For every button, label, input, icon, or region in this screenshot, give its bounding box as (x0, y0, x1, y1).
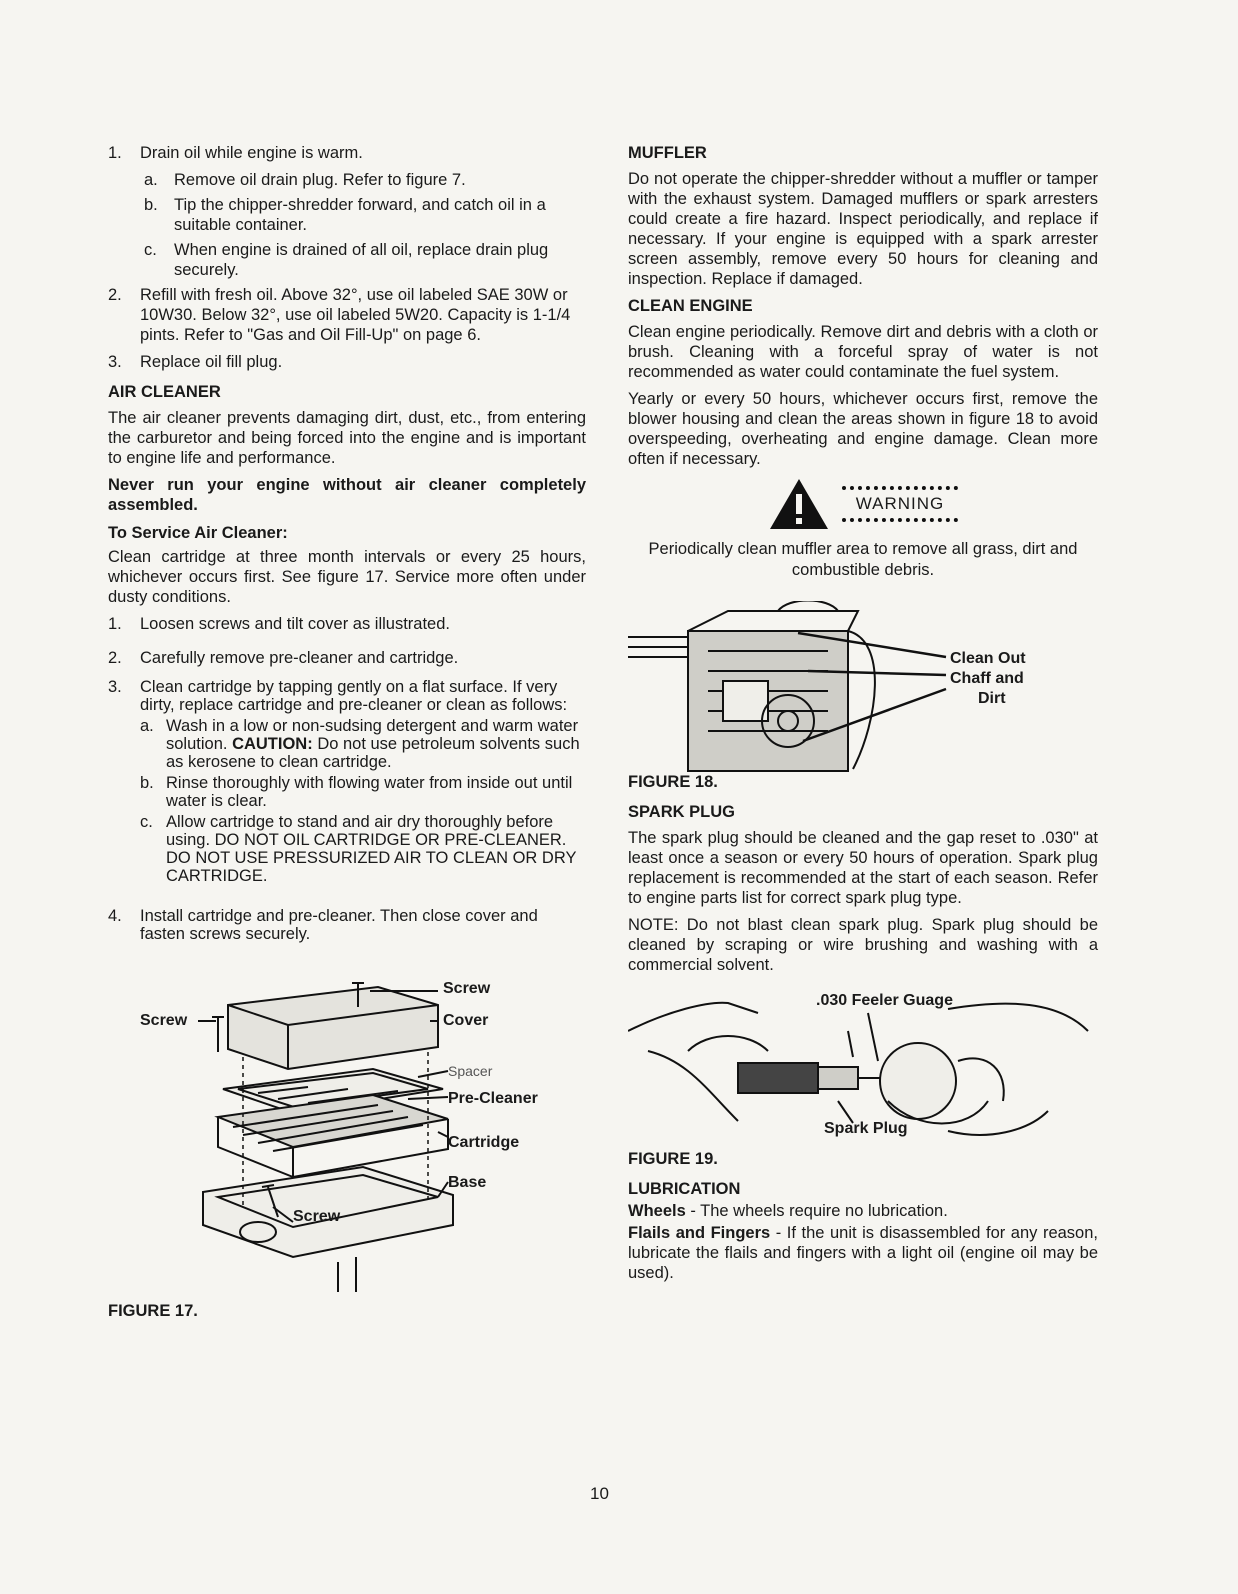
air-step-3a: a. Wash in a low or non-sudsing detergent and warm water solution. CAUTION: Do not use petroleum solvents such as kerosene to clean cartridge. (140, 717, 580, 771)
lubrication-flails: Flails and Fingers - If the unit is disassembled for any reason, lubricate the flails and fingers with a light oil (engine oil may be used). (628, 1224, 1098, 1282)
figure19-label-feeler: .030 Feeler Guage (816, 992, 953, 1009)
figure17-label-cartridge: Cartridge (448, 1134, 520, 1151)
air-cleaner-heading: AIR CLEANER (108, 383, 221, 401)
oil-step-1a: a. Remove oil drain plug. Refer to figure 7. (144, 171, 466, 189)
clean-engine-heading: CLEAN ENGINE (628, 297, 753, 315)
oil-step-3: 3. Replace oil fill plug. (108, 353, 283, 371)
warning-label: WARNING (842, 486, 959, 522)
figure17-label-screw-left: Screw (140, 1012, 188, 1029)
figure18-label-dirt: Dirt (978, 690, 1006, 707)
muffler-text: Do not operate the chipper-shredder without a muffler or tamper with the exhaust system. Damaged mufflers or spark arresters could create a fire hazard. Inspect periodically, and replace if necessary. If your engine is equipped with a spark arrester screen assembly, remove every 50 hours for cleaning and inspection. Replace if damaged. (628, 170, 1098, 288)
right-column (628, 143, 1098, 1290)
warning-text: Periodically clean muffler area to remove all grass, dirt and combustible debris. (648, 540, 1078, 579)
figure18-caption: FIGURE 18. (628, 773, 718, 791)
air-cleaner-intro: The air cleaner prevents damaging dirt, dust, etc., from entering the carburetor and being forced into the engine and is important to engine life and performance. (108, 409, 586, 467)
figure17-label-spacer: Spacer (448, 1063, 493, 1079)
service-air-cleaner-text: Clean cartridge at three month intervals or every 25 hours, whichever occurs first. See figure 17. Service more often under dusty conditions. (108, 548, 586, 606)
oil-step-1: 1. Drain oil while engine is warm. (108, 144, 363, 162)
warning-triangle-icon (768, 477, 830, 531)
service-air-cleaner-heading: To Service Air Cleaner: (108, 524, 288, 542)
figure-18 (628, 601, 1098, 786)
page-number: 10 (590, 1484, 609, 1503)
air-step-3c: c. Allow cartridge to stand and air dry thoroughly before using. DO NOT OIL CARTRIDGE OR PRE-CLEANER. DO NOT USE PRESSURIZED AIR TO CLEAN OR DRY CARTRIDGE. (140, 813, 577, 885)
figure17-caption: FIGURE 17. (108, 1302, 198, 1320)
engine-illustration (628, 601, 958, 786)
figure17-label-pre-cleaner: Pre-Cleaner (448, 1090, 538, 1107)
air-step-4: 4. Install cartridge and pre-cleaner. Then close cover and fasten screws securely. (108, 907, 538, 943)
spark-plug-note: NOTE: Do not blast clean spark plug. Spark plug should be cleaned by scraping or wire brushing and washing with a commercial solvent. (628, 916, 1098, 974)
clean-engine-p2: Yearly or every 50 hours, whichever occurs first, remove the blower housing and clean the areas shown in figure 18 to avoid overspeeding, overheating and engine damage. Clean more often if necessary. (628, 390, 1098, 468)
spark-plug-heading: SPARK PLUG (628, 803, 735, 821)
figure17-label-screw-top: Screw (443, 980, 491, 997)
lubrication-wheels: Wheels - The wheels require no lubrication. (628, 1202, 948, 1220)
oil-step-2: 2. Refill with fresh oil. Above 32°, use oil labeled SAE 30W or 10W30. Below 32°, use oil labeled 5W20. Capacity is 1-1/4 pints. Refer to "Gas and Oil Fill-Up" on page 6. (108, 286, 571, 344)
spark-plug-p1: The spark plug should be cleaned and the gap reset to .030" at least once a season or every 50 hours of operation. Spark plug replacement is recommended at the start of each season. Refer to engine parts list for correct spark plug type. (628, 829, 1098, 907)
figure17-label-screw-bottom: Screw (293, 1208, 341, 1225)
oil-step-1b: b. Tip the chipper-shredder forward, and catch oil in a suitable container. (144, 196, 546, 234)
figure17-label-cover: Cover (443, 1012, 489, 1029)
air-step-3b: b. Rinse thoroughly with flowing water from inside out until water is clear. (140, 774, 573, 810)
figure19-label-spark-plug: Spark Plug (824, 1120, 908, 1137)
warning-block (628, 477, 1098, 581)
left-column (108, 143, 586, 1331)
air-step-2: 2. Carefully remove pre-cleaner and cartridge. (108, 649, 459, 667)
air-cleaner-warning: Never run your engine without air cleaner completely assembled. (108, 476, 586, 514)
figure-17 (108, 977, 586, 1297)
oil-step-1c: c. When engine is drained of all oil, replace drain plug securely. (144, 241, 549, 279)
air-step-3: 3. Clean cartridge by tapping gently on a flat surface. If very dirty, replace cartridge and pre-cleaner or clean as follows: (108, 678, 568, 714)
figure17-label-base: Base (448, 1174, 487, 1191)
lubrication-heading: LUBRICATION (628, 1180, 741, 1198)
figure18-label-clean-out: Clean Out (950, 650, 1026, 667)
muffler-heading: MUFFLER (628, 144, 707, 162)
figure19-caption: FIGURE 19. (628, 1150, 718, 1168)
air-step-1: 1. Loosen screws and tilt cover as illustrated. (108, 615, 450, 633)
clean-engine-p1: Clean engine periodically. Remove dirt and debris with a cloth or brush. Cleaning with a forceful spray of water is not recommended as water could contaminate the fuel system. (628, 323, 1098, 381)
figure18-label-chaff-and: Chaff and (950, 670, 1024, 687)
figure-19 (628, 991, 1098, 1151)
